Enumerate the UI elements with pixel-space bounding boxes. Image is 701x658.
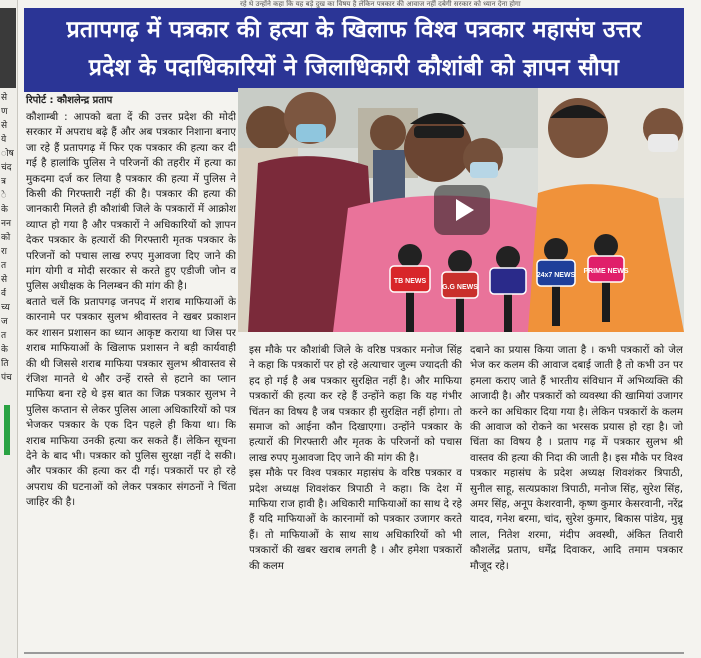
microphone-label: PRIME NEWS — [583, 268, 629, 275]
headline-banner — [24, 8, 684, 92]
adjacent-text-fragment: को — [1, 233, 11, 243]
article-column-3 — [470, 343, 683, 648]
article-column-1 — [26, 110, 236, 650]
article-column-2 — [249, 343, 462, 648]
page-bottom-rule — [24, 652, 684, 654]
adjacent-text-fragment: के — [1, 345, 8, 355]
article-paragraph: दबाने का प्रयास किया जाता है । कभी पत्रकारों को जेल भेज कर कलम की आवाज दबाई जाती है तो कभी उन पर हमला कराए जाते हैं भारतीय संविधान में अभिव्यक्ति की आजादी है। और पत्रकारों को व्यवस्था की खामियां उजागर करने का अधिकार दिया गया है। लेकिन पत्रकारों के कलम की आवाज को रोकने का भरसक प्रयास हो रहा है। जो चिंता का विषय है । प्रताप गढ़ में पत्रकार सुलभ श्री वास्तव की हत्या की निदा की जाती है। इस मौके पर विश्व पत्रकार महासंघ के प्रदेश अध्यक्ष शिवशंकर त्रिपाठी, सुनील साहू, सत्यप्रकाश त्रिपाठी, मनोज सिंह, सुरेश सिंह, अमर सिंह, अनूप केशरवानी, कृष्ण कुमार केसरवानी, नरेंद्र यादव, गनेश बरमा, चांद, सुरेश कुमार, बिकास पांडेय, मुन्नू लाल, नितेश शरमा, मंदीप अवस्थी, अंकित तिवारी कौशलेंद्र प्रताप, धर्मेंद्र दिवाकर, आदि तमाम पत्रकार मौजूद रहे। — [470, 344, 683, 572]
adjacent-text-fragment: े — [1, 191, 7, 201]
adjacent-column-strip — [0, 0, 18, 658]
adjacent-text-fragment: त — [1, 331, 7, 341]
headline-line-1: प्रतापगढ़ में पत्रकार की हत्या के खिलाफ विश्व पत्रकार महासंघ उत्तर — [66, 17, 642, 43]
adjacent-text-fragment: से — [1, 121, 8, 131]
adjacent-text-fragment: रा — [1, 247, 8, 257]
adjacent-text-fragment: से — [1, 275, 8, 285]
byline: रिपोर्ट : कौशलेन्द्र प्रताप — [26, 95, 113, 106]
adjacent-text-fragment: ये — [1, 135, 7, 145]
adjacent-text-fragment: ति — [1, 359, 9, 369]
adjacent-text-fragment: चंद — [1, 163, 12, 173]
adjacent-text-fragment: र्व — [1, 289, 7, 299]
microphone-label: G.G NEWS — [442, 284, 478, 291]
adjacent-text-fragment: त — [1, 261, 7, 271]
adjacent-text-fragment: पंच — [1, 373, 12, 383]
adjacent-text-fragment: ज — [1, 317, 8, 327]
adjacent-text-fragment: ोष — [1, 149, 14, 159]
article-paragraph: बताते चलें कि प्रतापगढ़ जनपद में शराब माफियाओं के कारनामे पर पत्रकार सुलभ श्रीवास्तव ने खबर प्रकाशन कर शासन प्रशासन का ध्यान आकृष्ट कराया था जिस पर शराब माफियाओं के खिलाफ प्रशासन ने बड़ी कार्यवाही की थी जिससे शराब माफिया पत्रकार सुलभ श्रीवास्तव से रंजिश मानते थे और उन्हें रास्ते से हटाने का प्लान माफिया बना रहे थे इस बात का जिक्र पत्रकार सुलभ ने पुलिस कप्तान से लेकर पुलिस आला अधिकारियों को पत्र भेजकर पत्रकार के एक दिन पहले ही किया था। कि शराब माफिया उनकी हत्या कर सकते हैं। लेकिन सूचना देने के बाद भी। पत्रकार को पुलिस सुरक्षा नहीं दे सकी। और पत्रकार की हत्या कर दी गई। पत्रकारों पर हो रहे अपराध की घटनाओं को लेकर पत्रकार संगठनों ने चिंता जाहिर की है। — [26, 295, 236, 509]
adjacent-text-fragment: ण — [1, 107, 8, 117]
adjacent-text-fragment: से — [1, 93, 8, 103]
adjacent-text-fragment: नन — [1, 219, 11, 229]
previous-article-sliver: रहे थे उन्होंने कहा कि यह बड़े दुख का विषय है लेकिन पत्रकार की आवाज नहीं दबेगी सरकार को ध्यान देना होगा — [240, 0, 521, 8]
microphone-label: 24x7 NEWS — [536, 272, 576, 279]
adjacent-text-fragment: त्र — [1, 177, 6, 187]
article-paragraph: इस मौके पर विश्व पत्रकार महासंघ के वरिष्ठ पत्रकार व प्रदेश अध्यक्ष शिवशंकर त्रिपाठी ने कहा। कि देश में माफिया राज हावी है। अधिकारी माफियाओं का साथ दे रहे हैं यदि माफियाओं के कारनामों को पत्रकार उजागर करते हैं। तो माफियाओं के साथ साथ अधिकारियों को भी पत्रकारों की खबर खराब लगती है । और हमेशा पत्रकारों की कलम — [249, 467, 462, 572]
video-play-icon[interactable] — [434, 185, 490, 235]
article-paragraph: इस मौके पर कौशांबी जिले के वरिष्ठ पत्रकार मनोज सिंह ने कहा कि पत्रकारों पर हो रहे अत्याचार जुल्म ज्यादती की हद हो गई है अब पत्रकार सुरक्षित नहीं है। और माफिया पत्रकारों की हत्या कर रहे हैं उन्होंने कहा कि यह गंभीर चिंतन का विषय है जब पत्रकार ही सुरक्षित नहीं होगा। तो समाज को आईना कौन दिखाएगा। उन्होंने पत्रकार के हत्यारों की गिरफ्तारी और मृतक के परिजनों को पचास लाख रुपए मुआवजा दिए जाने की मांग की है। — [249, 344, 462, 464]
adjacent-text-fragment: च्य — [1, 303, 10, 313]
adjacent-photo-edge — [0, 8, 16, 88]
article-paragraph: कौशाम्बी : आपको बता दें की उत्तर प्रदेश की मोदी सरकार में अपराध बढ़े हैं और अब पत्रकार निशाना बनाए जा रहे हैं प्रतापगढ़ में फिर एक पत्रकार की हत्या कर दी गई है हालांकि पुलिस ने परिजनों की तहरीर में हत्या का मुकदमा दर्ज कर लिया है पत्रकार की हत्या में पुलिस ने किसी की गिरफ्तारी नहीं की है। पत्रकार की हत्या की जानकारी मिलते ही कौशांबी जिले के पत्रकारों में आक्रोश व्याप्त हो गया है और पत्रकारों ने अधिकारियों को ज्ञापन देकर पत्रकार के हत्यारों की गिरफ्तारी मृतक पत्रकार के परिजनों को पचास लाख रुपए मुआवजा दिए जाने की मांग योगी व मोदी सरकार से करते हुए एडीजी जोन व पुलिस अधीक्षक के निलम्बन की मांग की है। — [26, 111, 236, 293]
adjacent-green-bar — [4, 405, 10, 455]
adjacent-text-fragment: के — [1, 205, 8, 215]
microphone-label: TB NEWS — [393, 278, 427, 285]
headline-line-2: प्रदेश के पदाधिकारियों ने जिलाधिकारी कौशांबी को ज्ञापन सौपा — [88, 55, 620, 81]
